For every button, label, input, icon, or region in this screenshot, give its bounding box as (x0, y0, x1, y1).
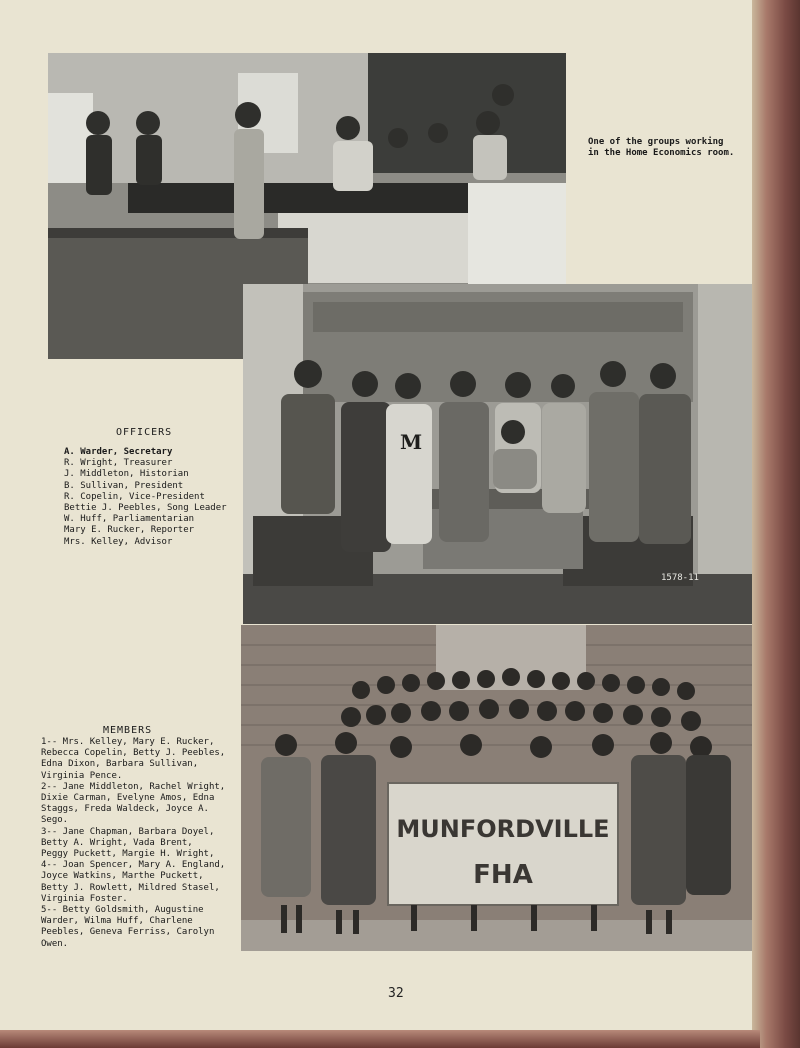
book-cover-edge (0, 1030, 760, 1048)
book-binding (752, 0, 800, 1048)
officer-line: R. Copelin, Vice-President (64, 491, 205, 502)
svg-text:M: M (400, 430, 423, 454)
member-line: Virginia Foster. (41, 893, 128, 904)
officer-line: B. Sullivan, President (64, 480, 184, 491)
banner-line-2: FHA (473, 860, 533, 890)
member-line: Sego. (41, 815, 69, 826)
member-line: 1-- Mrs. Kelley, Mary E. Rucker, (41, 737, 215, 747)
member-line: Dixie Carman, Evelyne Amos, Edna (41, 793, 215, 804)
member-line: Joyce Watkins, Marthe Puckett, (41, 871, 204, 882)
banner-line-1: MUNFORDVILLE (396, 815, 610, 843)
member-line: Peebles, Geneva Ferriss, Carolyn (41, 927, 215, 938)
officer-line: Mary E. Rucker, Reporter (64, 525, 195, 536)
member-line: 5-- Betty Goldsmith, Augustine (41, 905, 204, 916)
member-line: Owen. (41, 938, 69, 949)
photo-number: 1578-11 (661, 573, 699, 583)
member-line: Betty J. Rowlett, Mildred Stasel, (41, 882, 220, 893)
member-line: 3-- Jane Chapman, Barbara Doyel, (41, 826, 215, 837)
member-line: Edna Dixon, Barbara Sullivan, (41, 759, 199, 770)
officers-heading: OFFICERS (116, 427, 173, 438)
member-line: Staggs, Freda Waldeck, Joyce A. (41, 804, 209, 815)
home-economics-caption (588, 137, 734, 159)
member-line: Betty A. Wright, Vada Brent, (41, 837, 193, 848)
members-list (41, 737, 225, 950)
officer-line: W. Huff, Parliamentarian (64, 514, 195, 525)
member-line: Peggy Puckett, Margie H. Wright, (41, 849, 215, 860)
officers-list (64, 447, 227, 548)
member-line: 4-- Joan Spencer, Mary A. England, (41, 860, 226, 871)
caption-line: in the Home Economics room. (588, 148, 735, 158)
officers-photo (243, 284, 752, 624)
group-photo (241, 625, 752, 951)
member-line: Warder, Wilma Huff, Charlene (41, 916, 193, 927)
member-line: 2-- Jane Middleton, Rachel Wright, (41, 781, 226, 792)
officer-line: Mrs. Kelley, Advisor (64, 536, 173, 547)
officer-line: J. Middleton, Historian (64, 469, 189, 480)
member-line: Virginia Pence. (41, 770, 123, 781)
officer-line: A. Warder, Secretary (64, 447, 173, 457)
caption-line: One of the groups working (588, 137, 724, 147)
officer-line: Bettie J. Peebles, Song Leader (64, 503, 227, 514)
members-heading: MEMBERS (103, 725, 153, 736)
member-line: Rebecca Copelin, Betty J. Peebles, (41, 748, 226, 759)
page-number: 32 (388, 986, 404, 1001)
officer-line: R. Wright, Treasurer (64, 458, 173, 469)
